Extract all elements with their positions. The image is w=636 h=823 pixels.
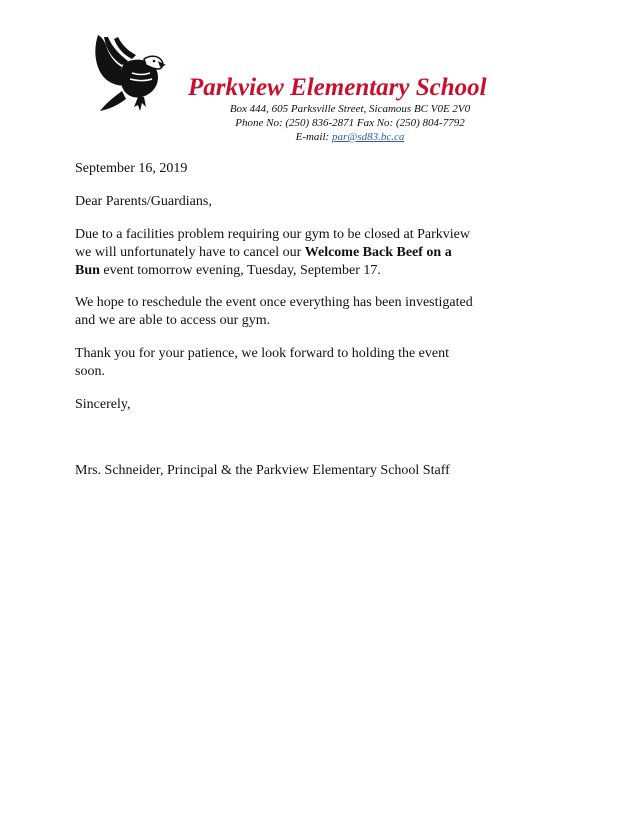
paragraph-text: we will unfortunately have to cancel our (75, 245, 305, 260)
email-link[interactable]: par@sd83.bc.ca (331, 131, 405, 143)
paragraph-text: event tomorrow evening, Tuesday, September 17. (99, 263, 381, 278)
letter-salutation: Dear Parents/Guardians, (75, 194, 212, 209)
event-name-bold: Bun (75, 263, 100, 278)
school-address: Box 444, 605 Parksville Street, Sicamous BC V0E 2V0 (229, 103, 471, 115)
letter-paragraph-reschedule (75, 294, 505, 330)
letter-paragraph-thanks (75, 345, 505, 381)
paragraph-line: soon. (75, 364, 105, 379)
paragraph-line (75, 262, 505, 280)
letter-paragraph-cancellation (75, 226, 505, 280)
school-email-line (190, 131, 510, 144)
event-name-bold: Welcome Back Beef on a (304, 245, 452, 260)
eagle-icon (92, 33, 168, 115)
letter-closing: Sincerely, (75, 397, 131, 412)
paragraph-line: We hope to reschedule the event once everything has been investigated (75, 295, 473, 310)
paragraph-line: and we are able to access our gym. (75, 313, 271, 328)
letter-date: September 16, 2019 (75, 161, 188, 176)
paragraph-line (75, 244, 505, 262)
paragraph-line: Thank you for your patience, we look forward to holding the event (75, 346, 450, 361)
school-phone-fax: Phone No: (250) 836-2871 Fax No: (250) 804-7792 (235, 117, 465, 129)
email-label: E-mail: (295, 131, 330, 143)
letter-signature: Mrs. Schneider, Principal & the Parkview Elementary School Staff (75, 463, 450, 478)
paragraph-line: Due to a facilities problem requiring our gym to be closed at Parkview (75, 227, 471, 242)
school-name: Parkview Elementary School (188, 74, 487, 101)
